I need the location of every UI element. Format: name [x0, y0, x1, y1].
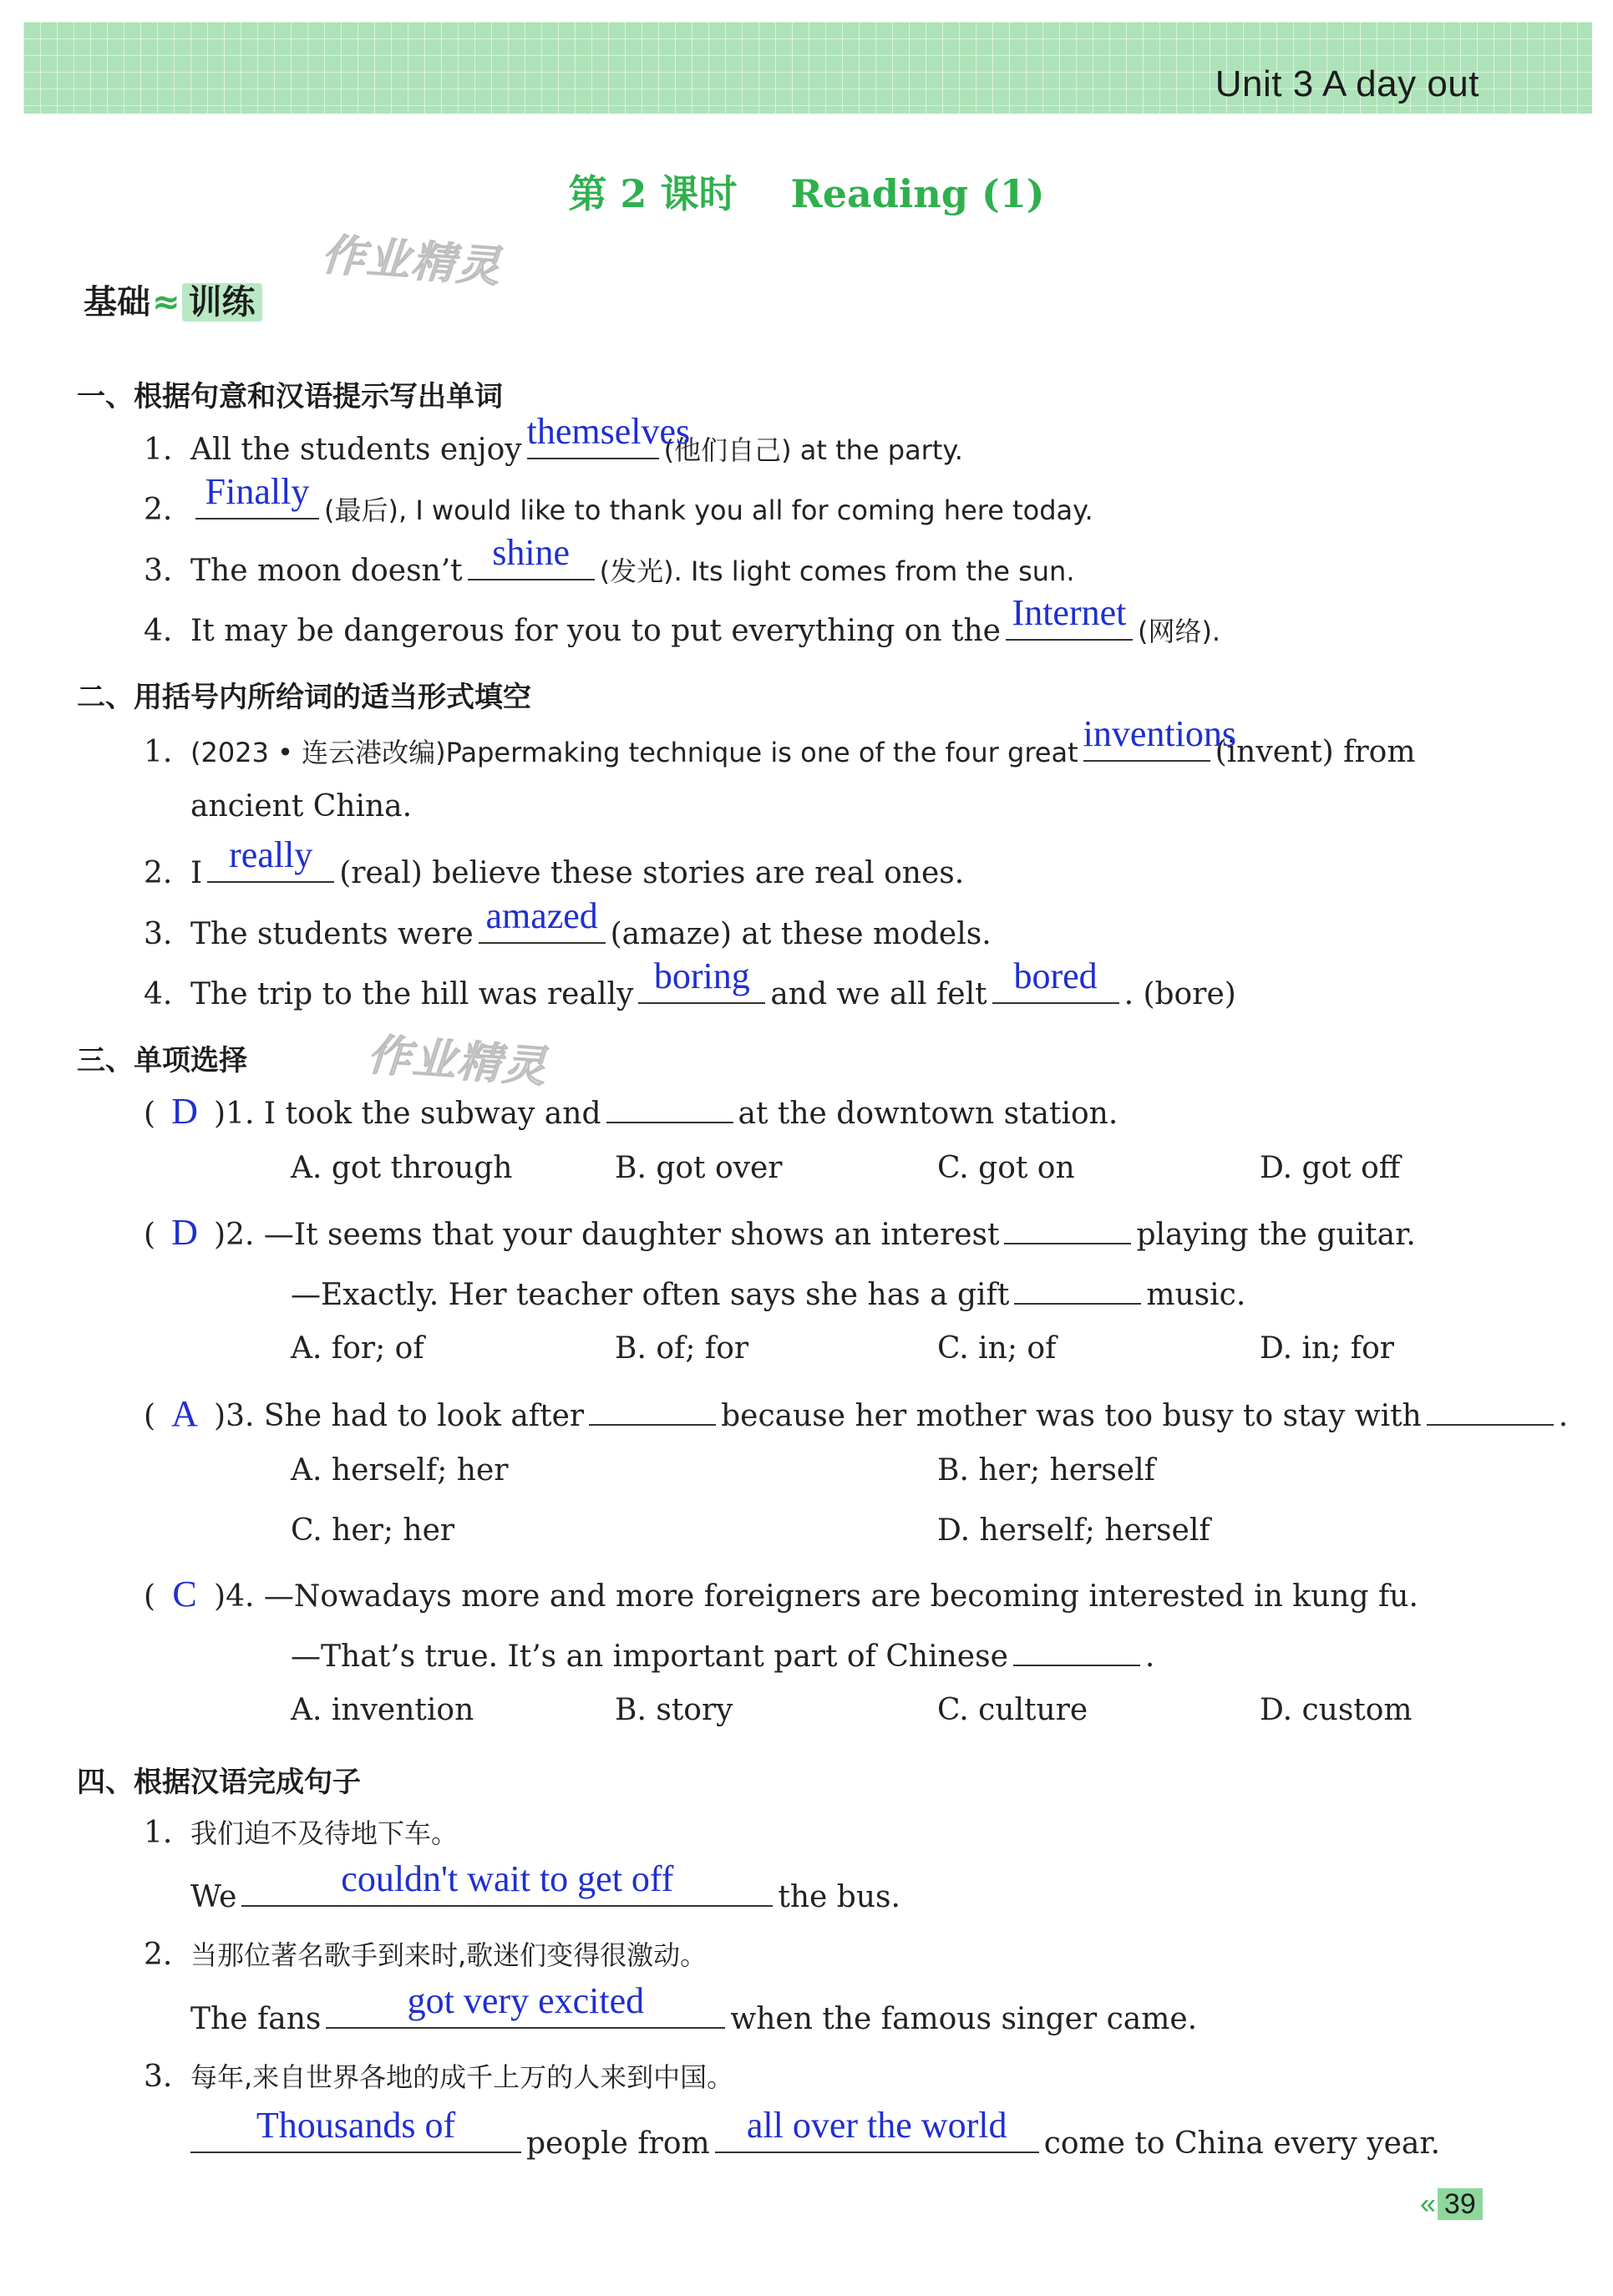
mc-question-2: ( D )2. —It seems that your daughter shows an interest playing the guitar. [144, 1212, 1416, 1253]
answer-blank[interactable] [606, 1090, 733, 1123]
lesson-number: 第 2 课时 [568, 171, 738, 216]
section-tag [77, 276, 269, 329]
answer-blank[interactable]: amazed [479, 910, 606, 944]
answer-blank[interactable]: inventions [1083, 728, 1210, 762]
part1-item-3: 3. The moon doesn’t shine (发光). Its light comes from the sun. [144, 532, 1075, 588]
lesson-title [0, 164, 1613, 219]
answer-blank[interactable]: Finally [195, 486, 319, 520]
part4-item-1-en: We couldn't wait to get off the bus. [190, 1858, 900, 1914]
answer-blank[interactable]: couldn't wait to get off [241, 1873, 773, 1907]
part1-heading: 一、根据句意和汉语提示写出单词 [77, 380, 503, 413]
answer-blank[interactable]: Thousands of [190, 2120, 521, 2153]
part2-item-3: 3. The students were amazed (amaze) at these models. [144, 895, 992, 951]
section-tag-part2: 训练 [182, 283, 262, 322]
mc-option[interactable]: A. herself; her [291, 1453, 509, 1488]
part1-item-2: 2. Finally (最后), I would like to thank you all for coming here today. [144, 471, 1093, 527]
part2-item-2: 2. I really (real) believe these stories are real ones. [144, 834, 965, 890]
page-number: « 39 [1420, 2188, 1483, 2227]
answer-blank[interactable] [1013, 1633, 1140, 1666]
watermark-logo: 作业精灵 [319, 230, 504, 293]
answer-blank[interactable]: got very excited [326, 1995, 725, 2029]
part3-heading: 三、单项选择 [77, 1044, 247, 1077]
answer-blank[interactable]: Internet [1006, 607, 1133, 641]
part1-item-4: 4. It may be dangerous for you to put everything on the Internet (网络). [144, 592, 1221, 648]
part4-item-2-cn: 2. 当那位著名歌手到来时,歌迷们变得很激动。 [144, 1938, 708, 1972]
mc-answer[interactable]: C [172, 1574, 197, 1614]
answer-blank[interactable] [1427, 1392, 1554, 1426]
mc-option[interactable]: C. her; her [291, 1513, 455, 1548]
answer-blank[interactable]: all over the world [715, 2120, 1039, 2153]
answer-blank[interactable]: shine [468, 547, 595, 580]
part2-item-4: 4. The trip to the hill was really boring and we all felt bored . (bore) [144, 955, 1236, 1011]
mc-question-1: ( D )1. I took the subway and at the downtown station. [144, 1091, 1118, 1132]
part2-heading: 二、用括号内所给词的适当形式填空 [77, 681, 531, 714]
mc-option[interactable]: B. got over [615, 1151, 783, 1185]
part4-item-2-en: The fans got very excited when the famous singer came. [190, 1980, 1198, 2036]
mc-option[interactable]: B. story [615, 1693, 733, 1727]
mc-option[interactable]: A. for; of [291, 1331, 424, 1366]
mc-option[interactable]: C. in; of [937, 1331, 1057, 1366]
mc-option[interactable]: D. got off [1260, 1151, 1401, 1185]
part2-item-1-cont: ancient China. [190, 789, 413, 824]
mc-option[interactable]: A. invention [291, 1693, 474, 1727]
answer-blank[interactable]: really [207, 849, 334, 883]
mc-option[interactable]: B. her; herself [937, 1453, 1155, 1488]
unit-title: Unit 3 A day out [1215, 63, 1479, 104]
mc-option[interactable]: B. of; for [615, 1331, 749, 1366]
part1-item-1: 1. All the students enjoy themselves (他们自己) at the party. [144, 411, 963, 467]
mc-question-2-line2: —Exactly. Her teacher often says she has a gift music. [291, 1271, 1245, 1312]
double-chevron-left-icon: « [1420, 2188, 1436, 2220]
mc-answer[interactable]: D [171, 1091, 198, 1132]
mc-option[interactable]: D. in; for [1260, 1331, 1394, 1366]
lesson-name: Reading (1) [790, 171, 1045, 216]
mc-question-4-line2: —That’s true. It’s an important part of Chinese . [291, 1633, 1154, 1674]
answer-blank[interactable]: themselves [527, 426, 659, 459]
part4-item-1-cn: 1. 我们迫不及待地下车。 [144, 1816, 459, 1850]
watermark-logo: 作业精灵 [365, 1030, 550, 1093]
answer-blank[interactable] [1004, 1211, 1131, 1244]
answer-blank[interactable]: boring [638, 971, 765, 1004]
mc-answer[interactable]: D [171, 1212, 198, 1253]
part2-item-1: 1. (2023 • 连云港改编)Papermaking technique is one of the four great inventions (invent) from [144, 713, 1416, 769]
answer-blank[interactable]: bored [992, 971, 1119, 1004]
mc-question-3: ( A )3. She had to look after because her mother was too busy to stay with . [144, 1393, 1569, 1434]
answer-blank[interactable] [589, 1392, 716, 1426]
part4-item-3-en: Thousands of people from all over the world come to China every year. [185, 2120, 1440, 2161]
answer-blank[interactable] [1014, 1271, 1141, 1305]
part4-heading: 四、根据汉语完成句子 [77, 1766, 361, 1799]
mc-question-4: ( C )4. —Nowadays more and more foreigners are becoming interested in kung fu. [144, 1574, 1418, 1614]
squiggle-icon: ≈ [152, 283, 180, 322]
mc-option[interactable]: C. got on [937, 1151, 1075, 1185]
mc-option[interactable]: D. custom [1260, 1693, 1413, 1727]
mc-option[interactable]: D. herself; herself [937, 1513, 1210, 1548]
section-tag-part1: 基础 [84, 283, 150, 322]
part4-item-3-cn: 3. 每年,来自世界各地的成千上万的人来到中国。 [144, 2060, 734, 2094]
mc-option[interactable]: A. got through [291, 1151, 513, 1185]
mc-option[interactable]: C. culture [937, 1693, 1088, 1727]
mc-answer[interactable]: A [171, 1393, 198, 1434]
